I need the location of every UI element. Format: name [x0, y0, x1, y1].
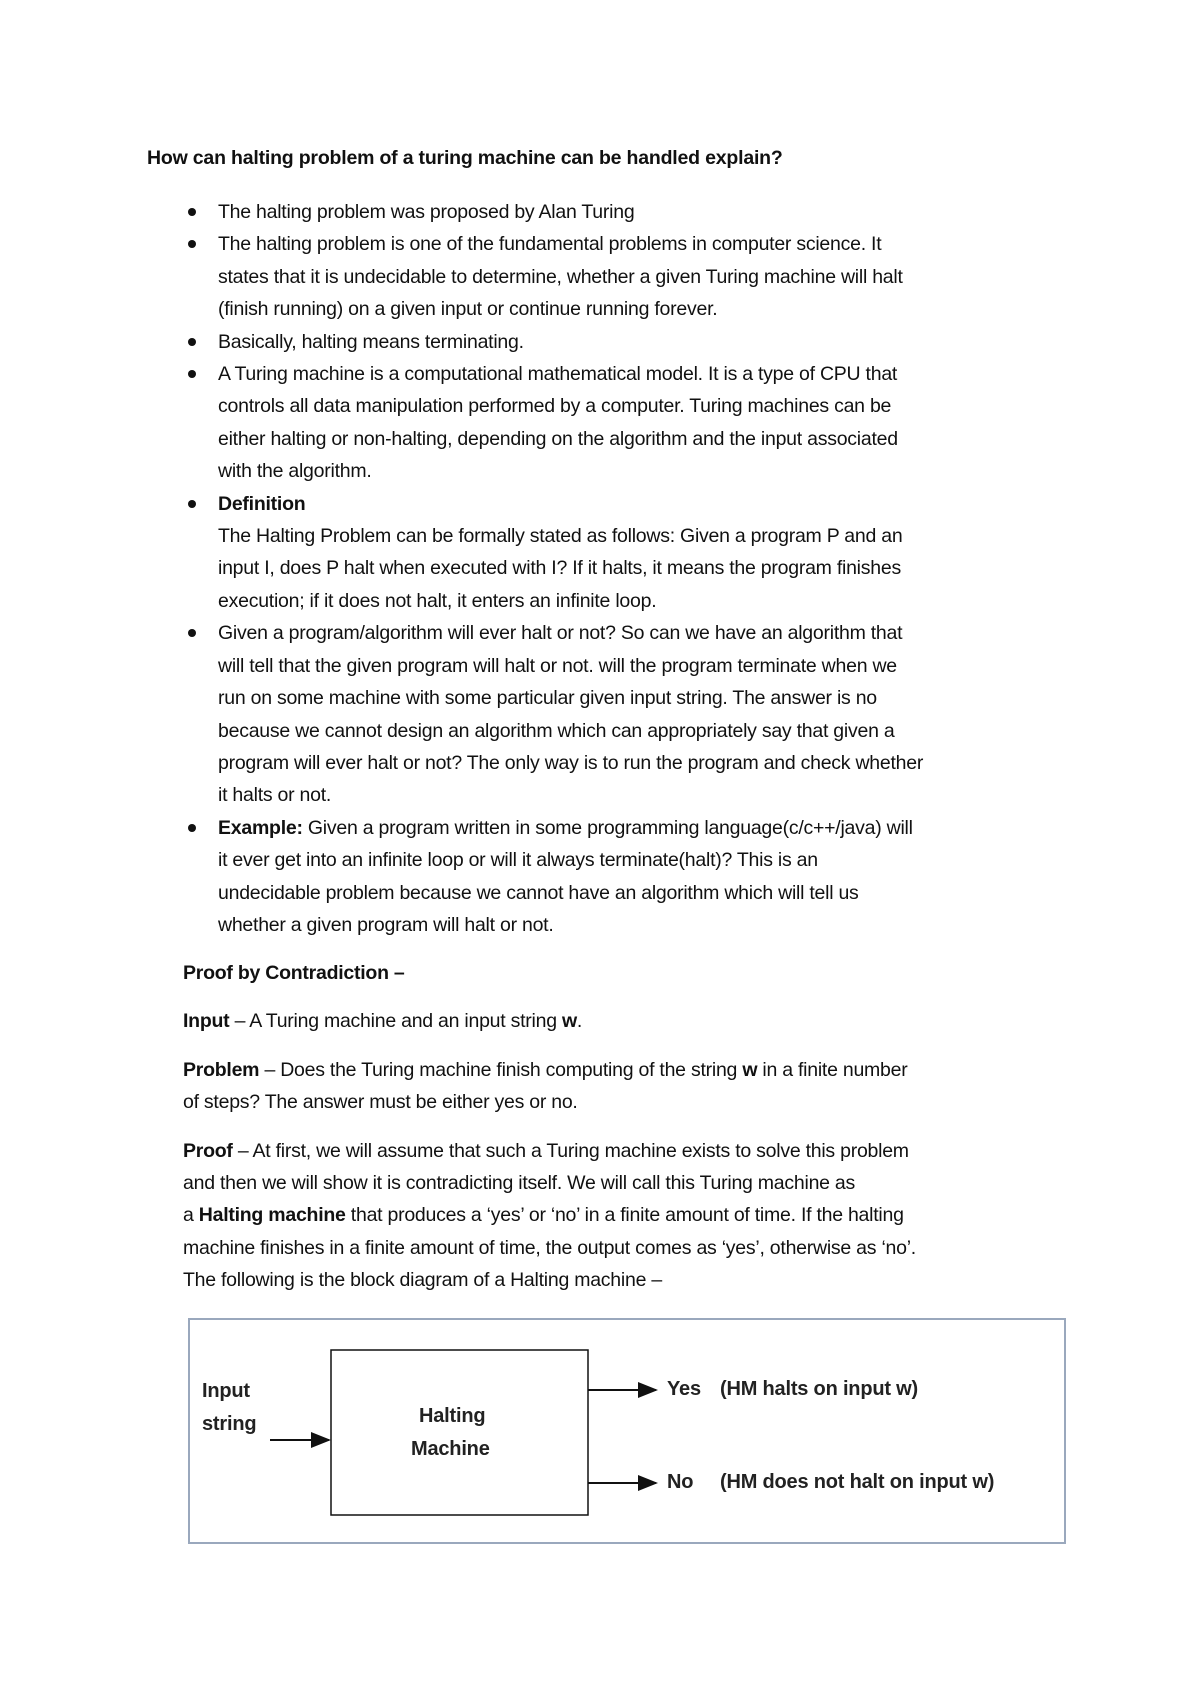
text: a	[183, 1204, 199, 1227]
text-line	[218, 488, 1118, 520]
text: either halting or non-halting, depending on the algorithm and the input associated	[218, 427, 898, 450]
text: that produces a ‘yes’ or ‘no’ in a finite amount of time. If the halting	[345, 1204, 904, 1227]
bullet-icon	[188, 208, 196, 216]
text: in a finite number	[757, 1058, 908, 1081]
text-line	[218, 423, 1118, 455]
text: because we cannot design an algorithm which can appropriately say that given a	[218, 719, 895, 742]
text-line	[218, 358, 1118, 390]
text-line	[218, 520, 1118, 552]
bold-text: w	[742, 1058, 758, 1081]
bullet-icon	[188, 500, 196, 508]
text: will tell that the given program will halt or not. will the program terminate when we	[218, 654, 897, 677]
text: run on some machine with some particular given input string. The answer is no	[218, 687, 877, 710]
bullet-icon	[188, 824, 196, 832]
text-line	[218, 909, 1118, 941]
document-title: How can halting problem of a turing machine can be handled explain?	[147, 147, 783, 169]
no-label: No	[667, 1471, 694, 1493]
box-label-halting: Halting	[419, 1405, 486, 1427]
text-line	[218, 326, 1118, 358]
list-item	[218, 326, 1118, 358]
text-line	[218, 877, 1118, 909]
text-line	[218, 715, 1118, 747]
text: states that it is undecidable to determine, whether a given Turing machine will halt	[218, 265, 903, 288]
text-line	[218, 844, 1118, 876]
bullet-icon	[188, 629, 196, 637]
text-line	[218, 552, 1118, 584]
bold-text: Problem	[183, 1058, 260, 1081]
text: controls all data manipulation performed by a computer. Turing machines can be	[218, 395, 892, 418]
list-item	[218, 812, 1118, 942]
bullet-icon	[188, 240, 196, 248]
list-item	[218, 617, 1118, 811]
bold-text: Proof	[183, 1139, 233, 1162]
paragraph	[183, 957, 1083, 989]
text-line	[183, 1232, 1083, 1264]
text-line	[218, 812, 1118, 844]
text: The halting problem was proposed by Alan Turing	[218, 201, 635, 223]
text: Basically, halting means terminating.	[218, 330, 524, 353]
text: The Halting Problem can be formally stated as follows: Given a program P and an	[218, 525, 903, 548]
halting-machine-diagram	[188, 1318, 1066, 1544]
input-label: Input	[202, 1380, 250, 1402]
text: and then we will show it is contradicting itself. We will call this Turing machine as	[183, 1172, 856, 1195]
text-line	[218, 261, 1118, 293]
text-line	[183, 1054, 1083, 1086]
text: Given a program written in some programming language(c/c++/java) will	[302, 816, 913, 839]
halting-machine-box	[331, 1350, 588, 1515]
text-line	[218, 585, 1118, 617]
list-item	[218, 488, 1118, 618]
text: .	[576, 1010, 583, 1033]
paragraph	[183, 1135, 1083, 1297]
text-line	[218, 390, 1118, 422]
list-item	[218, 196, 1118, 228]
text-line	[218, 228, 1118, 260]
text-line	[183, 957, 1083, 989]
text: – Does the Turing machine finish computing of the string	[259, 1058, 743, 1081]
bold-text: Example:	[218, 816, 303, 839]
text-line	[183, 1005, 1083, 1037]
text: execution; if it does not halt, it enters an infinite loop.	[218, 589, 657, 612]
text: Given a program/algorithm will ever halt or not? So can we have an algorithm that	[218, 622, 903, 645]
text-line	[218, 682, 1118, 714]
text: A Turing machine is a computational mathematical model. It is a type of CPU that	[218, 363, 898, 386]
bold-text: Proof by Contradiction –	[183, 962, 405, 984]
bullet-icon	[188, 370, 196, 378]
text-line	[183, 1135, 1083, 1167]
proof-section	[183, 957, 1083, 1313]
paragraph	[183, 1054, 1083, 1119]
text-line	[218, 196, 1118, 228]
yes-description: (HM halts on input w)	[720, 1378, 918, 1400]
text: program will ever halt or not? The only way is to run the program and check whether	[218, 751, 924, 774]
bold-text: Definition	[218, 492, 306, 515]
no-description: (HM does not halt on input w)	[720, 1471, 995, 1493]
text: whether a given program will halt or not.	[218, 913, 554, 936]
list-item	[218, 358, 1118, 488]
text: it ever get into an infinite loop or will it always terminate(halt)? This is an	[218, 849, 818, 872]
text: The following is the block diagram of a Halting machine –	[183, 1269, 662, 1292]
text-line	[183, 1167, 1083, 1199]
text: of steps? The answer must be either yes or no.	[183, 1091, 578, 1114]
text: – At first, we will assume that such a Turing machine exists to solve this problem	[232, 1139, 909, 1162]
text: undecidable problem because we cannot have an algorithm which will tell us	[218, 881, 859, 904]
bold-text: w	[561, 1010, 577, 1033]
text-line	[218, 455, 1118, 487]
text-line	[218, 617, 1118, 649]
bold-text: Halting machine	[198, 1204, 346, 1227]
text: – A Turing machine and an input string	[229, 1010, 562, 1033]
text: machine finishes in a finite amount of time, the output comes as ‘yes’, otherwise as ‘no’.	[183, 1236, 916, 1259]
text-line	[183, 1264, 1083, 1296]
text: The halting problem is one of the fundamental problems in computer science. It	[218, 233, 882, 256]
text-line	[183, 1086, 1083, 1118]
box-label-machine: Machine	[411, 1438, 490, 1460]
bullet-icon	[188, 338, 196, 346]
string-label: string	[202, 1413, 257, 1435]
text-line	[218, 747, 1118, 779]
list-item	[218, 228, 1118, 325]
yes-label: Yes	[667, 1378, 701, 1400]
text: it halts or not.	[218, 784, 332, 807]
text: (finish running) on a given input or continue running forever.	[218, 298, 718, 321]
text-line	[218, 650, 1118, 682]
bullet-list	[218, 196, 1118, 941]
diagram-shapes	[190, 1320, 1064, 1542]
text: with the algorithm.	[218, 460, 372, 483]
paragraph	[183, 1005, 1083, 1037]
text-line	[183, 1199, 1083, 1231]
text: input I, does P halt when executed with I? If it halts, it means the program finishes	[218, 557, 901, 580]
bold-text: Input	[183, 1010, 230, 1033]
text-line	[218, 293, 1118, 325]
text-line	[218, 779, 1118, 811]
